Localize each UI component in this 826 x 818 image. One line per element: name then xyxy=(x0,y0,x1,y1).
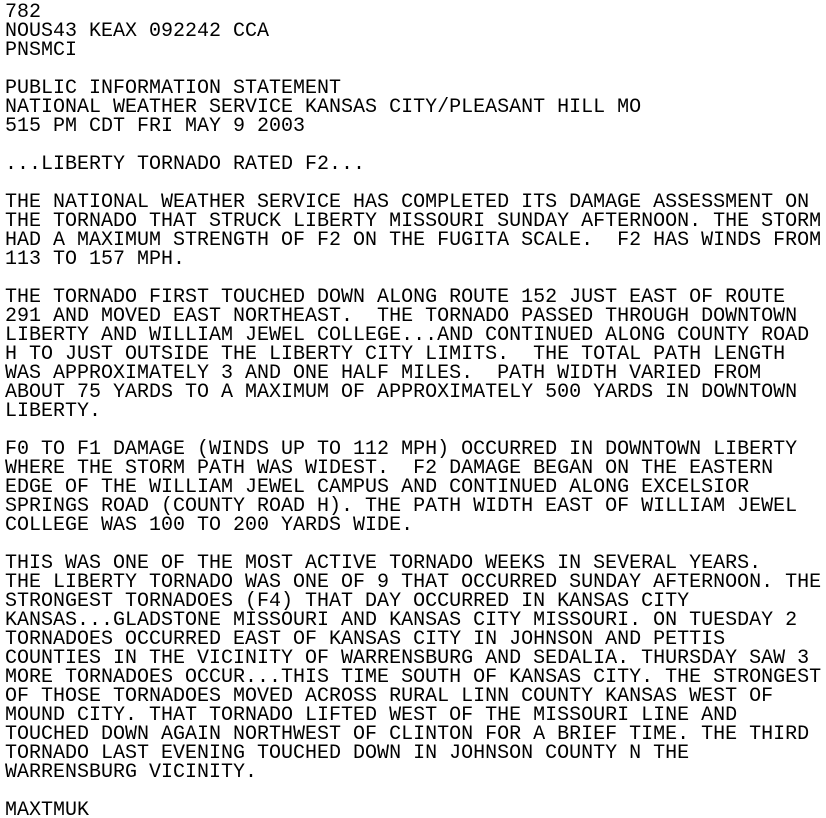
text-line: COLLEGE WAS 100 TO 200 YARDS WIDE. xyxy=(5,514,414,537)
text-line: SPRINGS ROAD (COUNTY ROAD H). THE PATH WIDTH EAST OF WILLIAM JEWEL xyxy=(5,495,798,518)
text-line: WAS APPROXIMATELY 3 AND ONE HALF MILES. PATH WIDTH VARIED FROM xyxy=(5,362,762,385)
blank-line xyxy=(5,782,823,801)
text-line: ABOUT 75 YARDS TO A MAXIMUM OF APPROXIMATELY 500 YARDS IN DOWNTOWN xyxy=(5,381,798,404)
text-line: TOUCHED DOWN AGAIN NORTHWEST OF CLINTON FOR A BRIEF TIME. THE THIRD xyxy=(5,723,810,746)
text-line: PUBLIC INFORMATION STATEMENT xyxy=(5,77,342,100)
text-line: MORE TORNADOES OCCUR...THIS TIME SOUTH OF KANSAS CITY. THE STRONGEST xyxy=(5,666,822,689)
text-line: TORNADOES OCCURRED EAST OF KANSAS CITY IN JOHNSON AND PETTIS xyxy=(5,628,726,651)
text-line: WARRENSBURG VICINITY. xyxy=(5,761,258,784)
text-line: MAXTMUK xyxy=(5,799,90,818)
text-line: THE LIBERTY TORNADO WAS ONE OF 9 THAT OCCURRED SUNDAY AFTERNOON. THE xyxy=(5,571,822,594)
text-line: LIBERTY. xyxy=(5,400,102,423)
text-line: STRONGEST TORNADOES (F4) THAT DAY OCCURRED IN KANSAS CITY xyxy=(5,590,690,613)
text-line: THE NATIONAL WEATHER SERVICE HAS COMPLETED ITS DAMAGE ASSESSMENT ON xyxy=(5,191,810,214)
text-line: THIS WAS ONE OF THE MOST ACTIVE TORNADO WEEKS IN SEVERAL YEARS. xyxy=(5,552,762,575)
text-line: NOUS43 KEAX 092242 CCA xyxy=(5,20,270,43)
text-line: KANSAS...GLADSTONE MISSOURI AND KANSAS CITY MISSOURI. ON TUESDAY 2 xyxy=(5,609,798,632)
text-line: TORNADO LAST EVENING TOUCHED DOWN IN JOHNSON COUNTY N THE xyxy=(5,742,690,765)
text-line: THE TORNADO FIRST TOUCHED DOWN ALONG ROUTE 152 JUST EAST OF ROUTE xyxy=(5,286,786,309)
text-line: COUNTIES IN THE VICINITY OF WARRENSBURG AND SEDALIA. THURSDAY SAW 3 xyxy=(5,647,810,670)
text-line: NATIONAL WEATHER SERVICE KANSAS CITY/PLEASANT HILL MO xyxy=(5,96,642,119)
text-line: ...LIBERTY TORNADO RATED F2... xyxy=(5,153,366,176)
text-line: 515 PM CDT FRI MAY 9 2003 xyxy=(5,115,306,138)
bulletin-text xyxy=(5,3,823,818)
text-line: 113 TO 157 MPH. xyxy=(5,248,186,271)
text-line: THE TORNADO THAT STRUCK LIBERTY MISSOURI SUNDAY AFTERNOON. THE STORM xyxy=(5,210,822,233)
text-line: MOUND CITY. THAT TORNADO LIFTED WEST OF THE MISSOURI LINE AND xyxy=(5,704,738,727)
text-line: HAD A MAXIMUM STRENGTH OF F2 ON THE FUGITA SCALE. F2 HAS WINDS FROM xyxy=(5,229,822,252)
text-line: F0 TO F1 DAMAGE (WINDS UP TO 112 MPH) OCCURRED IN DOWNTOWN LIBERTY xyxy=(5,438,798,461)
text-line: PNSMCI xyxy=(5,39,78,62)
text-line: EDGE OF THE WILLIAM JEWEL CAMPUS AND CONTINUED ALONG EXCELSIOR xyxy=(5,476,750,499)
text-line: H TO JUST OUTSIDE THE LIBERTY CITY LIMITS. THE TOTAL PATH LENGTH xyxy=(5,343,786,366)
text-line: 782 xyxy=(5,3,42,24)
text-line: LIBERTY AND WILLIAM JEWEL COLLEGE...AND CONTINUED ALONG COUNTY ROAD xyxy=(5,324,810,347)
text-line: 291 AND MOVED EAST NORTHEAST. THE TORNADO PASSED THROUGH DOWNTOWN xyxy=(5,305,798,328)
text-line: OF THOSE TORNADOES MOVED ACROSS RURAL LINN COUNTY KANSAS WEST OF xyxy=(5,685,774,708)
text-line: WHERE THE STORM PATH WAS WIDEST. F2 DAMAGE BEGAN ON THE EASTERN xyxy=(5,457,774,480)
